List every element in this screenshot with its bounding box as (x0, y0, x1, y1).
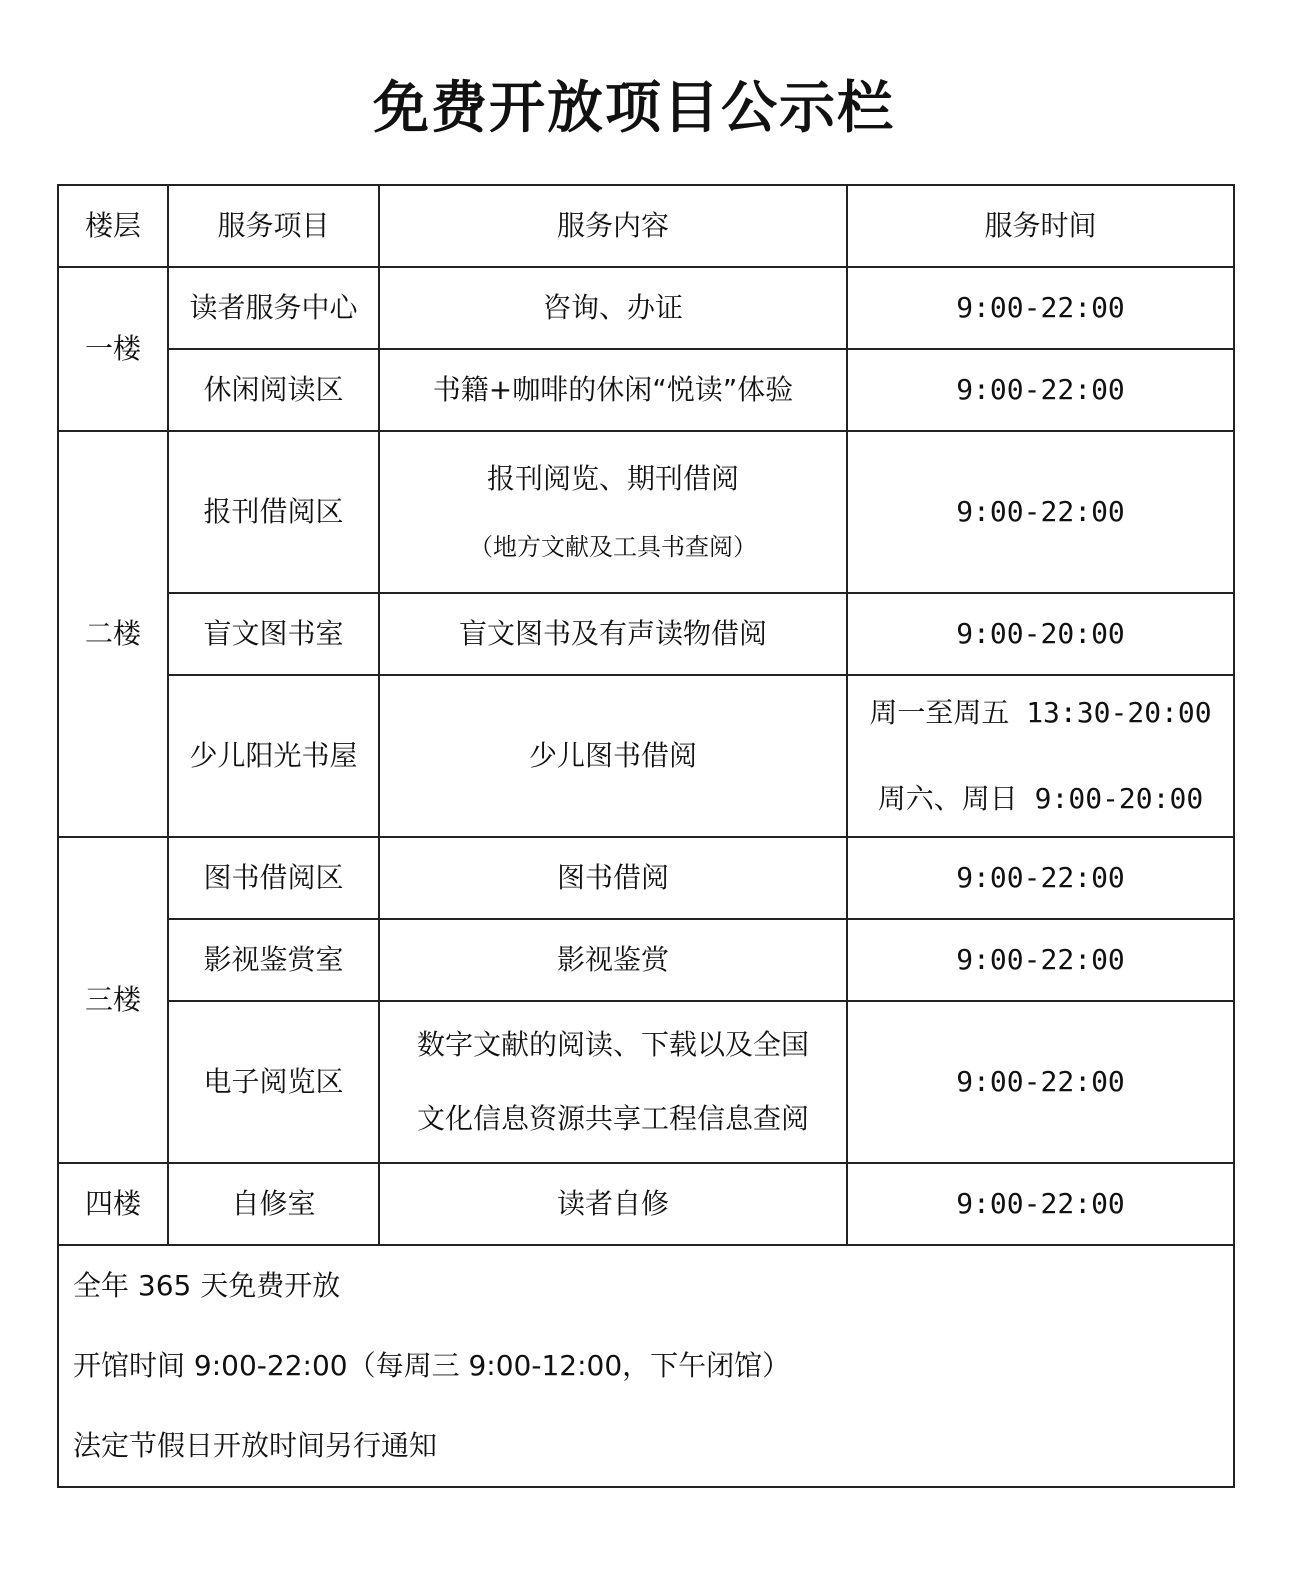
time-cell: 9:00-20:00 (847, 593, 1234, 675)
content-main: 报刊阅览、期刊借阅 (486, 461, 739, 495)
table-row (58, 267, 1234, 349)
item-cell: 图书借阅区 (168, 837, 379, 919)
item-cell: 盲文图书室 (168, 593, 379, 675)
item-cell: 读者服务中心 (168, 267, 379, 349)
footer-notes (58, 1245, 1234, 1487)
content-cell (379, 431, 847, 593)
table-row (58, 431, 1234, 593)
item-cell: 报刊借阅区 (168, 431, 379, 593)
time-weekday: 周一至周五 13:30-20:00 (869, 696, 1212, 730)
table-row (58, 593, 1234, 675)
service-table (57, 184, 1235, 1488)
table-row (58, 837, 1234, 919)
content-cell: 图书借阅 (379, 837, 847, 919)
time-cell (847, 675, 1234, 837)
header-floor: 楼层 (58, 185, 168, 267)
item-cell: 电子阅览区 (168, 1001, 379, 1163)
time-cell: 9:00-22:00 (847, 837, 1234, 919)
header-content: 服务内容 (379, 185, 847, 267)
time-cell: 9:00-22:00 (847, 1163, 1234, 1245)
header-item: 服务项目 (168, 185, 379, 267)
time-cell: 9:00-22:00 (847, 1001, 1234, 1163)
floor-cell: 四楼 (58, 1163, 168, 1245)
table-row (58, 675, 1234, 837)
time-cell: 9:00-22:00 (847, 267, 1234, 349)
content-note: （地方文献及工具书查阅） (469, 533, 757, 562)
floor-cell: 一楼 (58, 267, 168, 431)
content-line-1: 数字文献的阅读、下载以及全国 (416, 1028, 809, 1062)
table-row (58, 349, 1234, 431)
content-cell: 读者自修 (379, 1163, 847, 1245)
content-line-2: 文化信息资源共享工程信息查阅 (416, 1102, 809, 1135)
footer-row (58, 1245, 1234, 1487)
floor-cell: 三楼 (58, 837, 168, 1163)
item-cell: 休闲阅读区 (168, 349, 379, 431)
time-cell: 9:00-22:00 (847, 349, 1234, 431)
footer-line-open-days: 全年 365 天免费开放 (73, 1269, 341, 1302)
footer-line-holidays: 法定节假日开放时间另行通知 (73, 1429, 438, 1462)
content-cell: 咨询、办证 (379, 267, 847, 349)
time-cell: 9:00-22:00 (847, 431, 1234, 593)
page-title: 免费开放项目公示栏 (373, 75, 895, 141)
time-cell: 9:00-22:00 (847, 919, 1234, 1001)
item-cell: 少儿阳光书屋 (168, 675, 379, 837)
content-cell (379, 1001, 847, 1163)
table-row (58, 919, 1234, 1001)
content-cell: 少儿图书借阅 (379, 675, 847, 837)
content-cell: 影视鉴赏 (379, 919, 847, 1001)
table-header-row (58, 185, 1234, 267)
item-cell: 影视鉴赏室 (168, 919, 379, 1001)
footer-line-hours: 开馆时间 9:00-22:00（每周三 9:00-12:00，下午闭馆） (73, 1349, 791, 1382)
item-cell: 自修室 (168, 1163, 379, 1245)
floor-cell: 二楼 (58, 431, 168, 837)
time-weekend: 周六、周日 9:00-20:00 (877, 782, 1204, 815)
content-cell: 盲文图书及有声读物借阅 (379, 593, 847, 675)
content-cell: 书籍+咖啡的休闲“悦读”体验 (379, 349, 847, 431)
table-row (58, 1163, 1234, 1245)
table-row (58, 1001, 1234, 1163)
header-time: 服务时间 (847, 185, 1234, 267)
